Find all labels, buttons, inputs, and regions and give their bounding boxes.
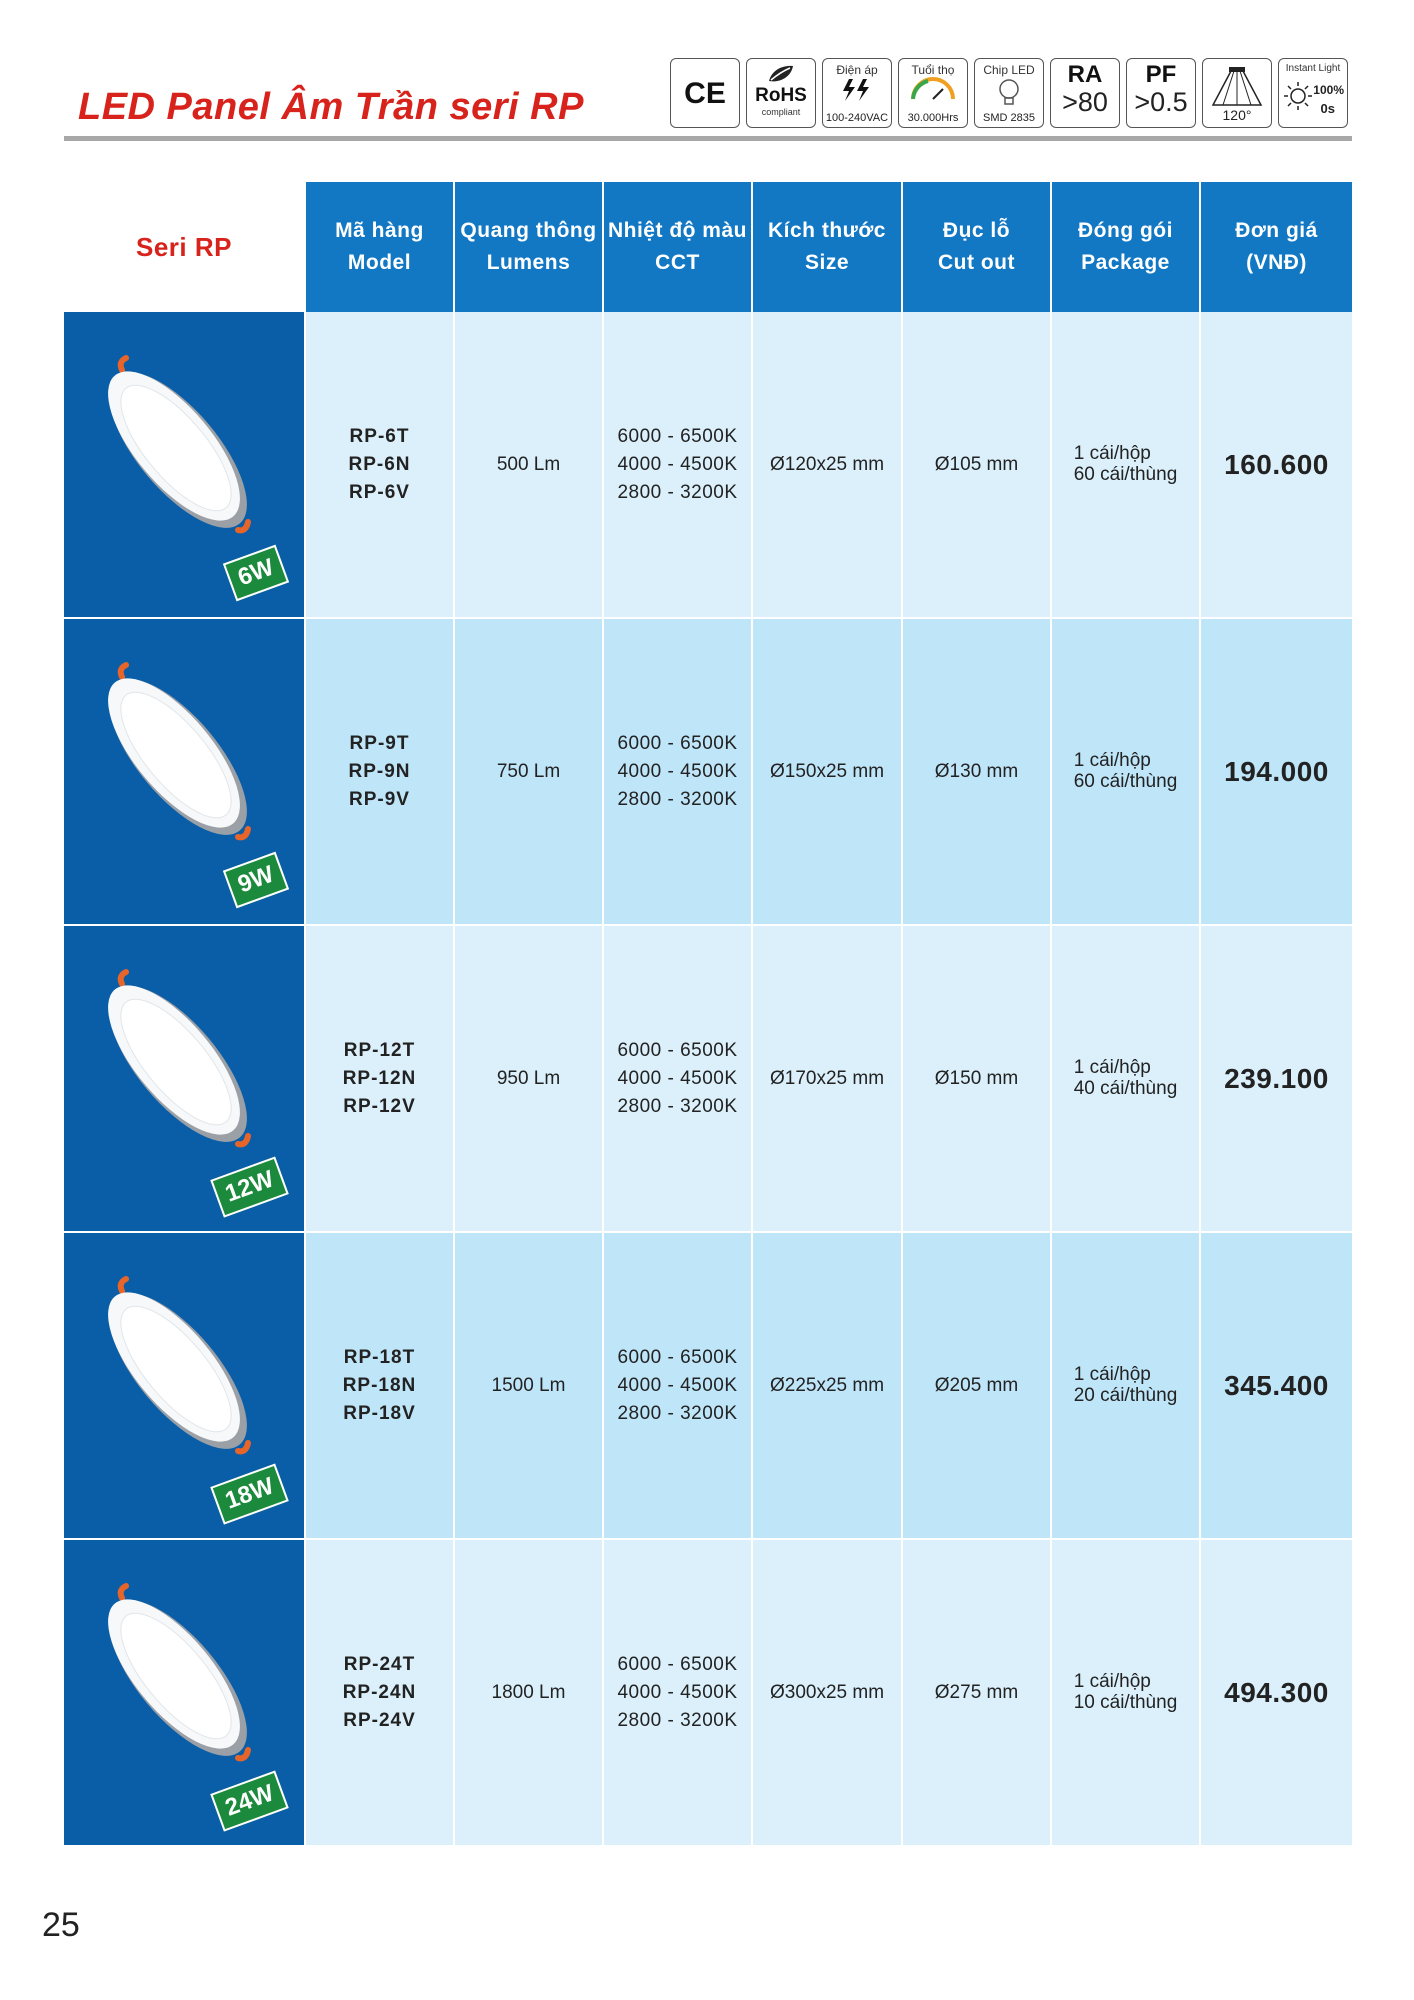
model-code: RP-9N [348, 760, 411, 782]
price-cell [1200, 312, 1352, 618]
cct-value: 4000 - 4500K [617, 760, 738, 782]
model-code: RP-24N [342, 1681, 417, 1703]
cct-value: 4000 - 4500K [617, 1374, 738, 1396]
package-carton: 40 cái/thùng [1073, 1078, 1178, 1099]
header-model-en: Model [347, 251, 412, 274]
pf-label: PF [1145, 61, 1177, 88]
cutout-cell [902, 1232, 1051, 1539]
price-cell [1200, 1539, 1352, 1846]
cct-value: 6000 - 6500K [617, 1039, 738, 1061]
wattage-badge: 9W [223, 852, 289, 909]
product-image-cell [64, 618, 305, 925]
cct-value: 2800 - 3200K [617, 1402, 738, 1424]
model-code: RP-9T [349, 732, 410, 754]
header-price-vi: Đơn giá [1235, 219, 1318, 242]
cct-value: 6000 - 6500K [617, 1653, 738, 1675]
header-size [752, 182, 902, 312]
chip-led-badge [974, 58, 1044, 128]
package-box: 1 cái/hộp [1073, 1057, 1151, 1078]
chip-type: SMD 2835 [983, 112, 1035, 124]
size-value: Ø120x25 mm [769, 453, 885, 475]
voltage-range: 100-240VAC [825, 112, 889, 124]
size-cell [752, 1539, 902, 1846]
model-cell [305, 618, 454, 925]
model-code: RP-24T [343, 1653, 416, 1675]
led-panel-image [78, 659, 268, 859]
size-value: Ø150x25 mm [769, 760, 885, 782]
package-carton: 60 cái/thùng [1073, 464, 1178, 485]
cct-cell [603, 1232, 752, 1539]
model-code: RP-18N [342, 1374, 417, 1396]
package-carton: 20 cái/thùng [1073, 1385, 1178, 1406]
cutout-value: Ø130 mm [934, 760, 1019, 782]
header-size-en: Size [804, 251, 850, 274]
size-value: Ø170x25 mm [769, 1067, 885, 1089]
product-image-cell [64, 1539, 305, 1846]
model-code: RP-9V [349, 788, 410, 810]
rohs-label: RoHS [755, 85, 807, 106]
cct-value: 6000 - 6500K [617, 1346, 738, 1368]
lumens-value: 1800 Lm [491, 1681, 566, 1703]
cutout-value: Ø205 mm [934, 1374, 1019, 1396]
header-package-vi: Đóng gói [1078, 219, 1173, 242]
product-image-cell [64, 312, 305, 618]
cutout-cell [902, 925, 1051, 1232]
header-cutout-vi: Đục lỗ [942, 219, 1011, 242]
package-carton: 10 cái/thùng [1073, 1692, 1178, 1713]
lumens-value: 1500 Lm [491, 1374, 566, 1396]
model-code: RP-12T [343, 1039, 416, 1061]
cutout-cell [902, 618, 1051, 925]
lumens-cell [454, 925, 603, 1232]
pf-value: >0.5 [1134, 87, 1188, 117]
lumens-cell [454, 1539, 603, 1846]
header-cct [603, 182, 752, 312]
lifetime-hours: 30.000Hrs [907, 112, 959, 124]
lifetime-label: Tuổi thọ [911, 63, 955, 77]
package-cell [1051, 312, 1200, 618]
title-divider [64, 136, 1352, 141]
page-number: 25 [42, 1906, 80, 1944]
ce-badge [670, 58, 740, 128]
voltage-label: Điện áp [836, 63, 878, 77]
lumens-value: 750 Lm [496, 760, 561, 782]
wattage-badge: 24W [210, 1770, 289, 1831]
ce-mark: CE [684, 77, 726, 110]
led-panel-image [78, 352, 268, 552]
series-label: Seri RP [64, 182, 305, 312]
header-lumens [454, 182, 603, 312]
package-box: 1 cái/hộp [1073, 443, 1151, 464]
header-price [1200, 182, 1352, 312]
price-value: 160.600 [1224, 448, 1329, 480]
led-panel-image [78, 966, 268, 1166]
sun-icon [1283, 81, 1313, 111]
pf-badge [1126, 58, 1196, 128]
wattage-badge: 18W [210, 1463, 289, 1524]
header-model-vi: Mã hàng [335, 219, 424, 242]
price-cell [1200, 925, 1352, 1232]
package-cell [1051, 925, 1200, 1232]
size-cell [752, 618, 902, 925]
cutout-value: Ø105 mm [934, 453, 1019, 475]
lifetime-badge [898, 58, 968, 128]
header-price-en: (VNĐ) [1246, 251, 1307, 274]
cutout-value: Ø275 mm [934, 1681, 1019, 1703]
package-cell [1051, 1232, 1200, 1539]
table-row [64, 618, 1352, 925]
ra-badge [1050, 58, 1120, 128]
rohs-badge [746, 58, 816, 128]
header-package-en: Package [1081, 251, 1170, 274]
cct-value: 2800 - 3200K [617, 481, 738, 503]
lumens-cell [454, 618, 603, 925]
price-cell [1200, 618, 1352, 925]
wattage-badge: 12W [210, 1156, 289, 1217]
wattage-badge: 6W [223, 545, 289, 602]
product-image-cell [64, 925, 305, 1232]
instant-time: 0s [1320, 101, 1335, 116]
model-code: RP-12N [342, 1067, 417, 1089]
instant-percent: 100% [1313, 83, 1344, 97]
lumens-cell [454, 1232, 603, 1539]
lumens-value: 950 Lm [496, 1067, 561, 1089]
model-code: RP-6V [349, 481, 410, 503]
package-box: 1 cái/hộp [1073, 750, 1151, 771]
cct-value: 6000 - 6500K [617, 425, 738, 447]
model-code: RP-6T [349, 425, 410, 447]
size-cell [752, 1232, 902, 1539]
beam-icon [1207, 65, 1267, 109]
cct-value: 4000 - 4500K [617, 1681, 738, 1703]
cutout-cell [902, 312, 1051, 618]
ra-label: RA [1067, 61, 1103, 88]
price-value: 239.100 [1224, 1062, 1329, 1094]
size-value: Ø225x25 mm [769, 1374, 885, 1396]
cct-value: 4000 - 4500K [617, 1067, 738, 1089]
bulb-icon [994, 77, 1024, 107]
voltage-badge [822, 58, 892, 128]
header-lumens-en: Lumens [486, 251, 571, 274]
cutout-cell [902, 1539, 1051, 1846]
header-cutout-en: Cut out [938, 251, 1015, 274]
model-cell [305, 312, 454, 618]
cct-value: 2800 - 3200K [617, 788, 738, 810]
table-row [64, 1232, 1352, 1539]
page-title: LED Panel Âm Trần seri RP [78, 86, 584, 128]
instant-light-badge [1278, 58, 1348, 128]
cct-cell [603, 618, 752, 925]
cct-value: 2800 - 3200K [617, 1095, 738, 1117]
product-image-cell [64, 1232, 305, 1539]
lightning-icon [839, 77, 875, 103]
cct-value: 6000 - 6500K [617, 732, 738, 754]
cct-value: 2800 - 3200K [617, 1709, 738, 1731]
rohs-sub: compliant [761, 107, 801, 117]
product-table [64, 182, 1352, 1847]
price-value: 345.400 [1224, 1369, 1329, 1401]
model-code: RP-18T [343, 1346, 416, 1368]
header-size-vi: Kích thước [768, 219, 886, 242]
model-code: RP-24V [343, 1709, 416, 1731]
led-panel-image [78, 1273, 268, 1473]
header-cct-vi: Nhiệt độ màu [607, 219, 747, 242]
package-cell [1051, 618, 1200, 925]
header-package [1051, 182, 1200, 312]
table-header-row [64, 182, 1352, 312]
leaf-icon [766, 63, 796, 85]
cct-cell [603, 1539, 752, 1846]
table-row [64, 312, 1352, 618]
price-cell [1200, 1232, 1352, 1539]
package-box: 1 cái/hộp [1073, 1364, 1151, 1385]
header-cct-en: CCT [655, 251, 700, 274]
package-cell [1051, 1539, 1200, 1846]
chip-label: Chip LED [983, 63, 1035, 77]
model-code: RP-18V [343, 1402, 416, 1424]
size-value: Ø300x25 mm [769, 1681, 885, 1703]
package-box: 1 cái/hộp [1073, 1671, 1151, 1692]
beam-angle: 120° [1222, 107, 1252, 123]
header-lumens-vi: Quang thông [460, 219, 597, 242]
beam-angle-badge [1202, 58, 1272, 128]
model-code: RP-12V [343, 1095, 416, 1117]
cct-value: 4000 - 4500K [617, 453, 738, 475]
table-row [64, 1539, 1352, 1846]
cct-cell [603, 312, 752, 618]
package-carton: 60 cái/thùng [1073, 771, 1178, 792]
header-model [305, 182, 454, 312]
size-cell [752, 925, 902, 1232]
instant-label: Instant Light [1285, 63, 1341, 74]
lumens-cell [454, 312, 603, 618]
model-cell [305, 1232, 454, 1539]
ra-value: >80 [1062, 87, 1108, 117]
gauge-icon [908, 77, 958, 103]
header-cutout [902, 182, 1051, 312]
cct-cell [603, 925, 752, 1232]
cutout-value: Ø150 mm [934, 1067, 1019, 1089]
price-value: 194.000 [1224, 755, 1329, 787]
model-cell [305, 925, 454, 1232]
size-cell [752, 312, 902, 618]
price-value: 494.300 [1224, 1676, 1329, 1708]
lumens-value: 500 Lm [496, 453, 561, 475]
led-panel-image [78, 1580, 268, 1780]
table-row [64, 925, 1352, 1232]
certification-badges [670, 58, 1348, 128]
model-code: RP-6N [348, 453, 411, 475]
model-cell [305, 1539, 454, 1846]
